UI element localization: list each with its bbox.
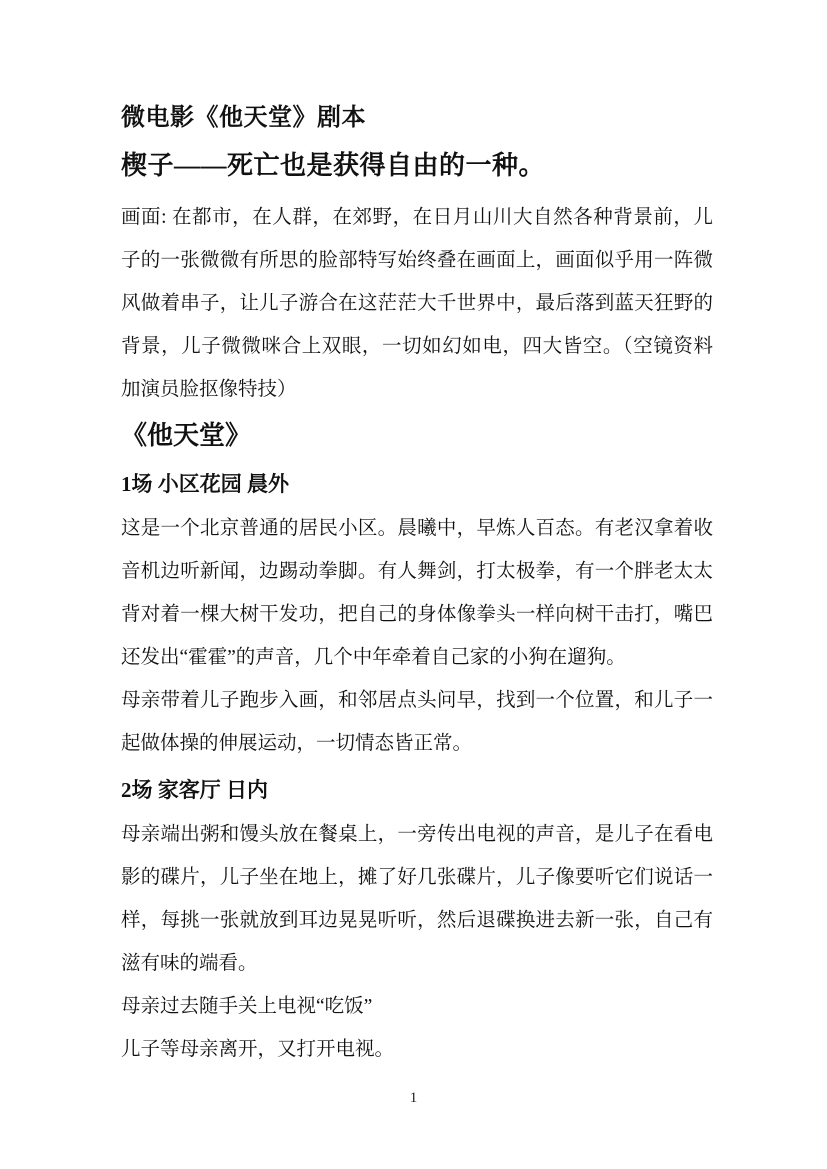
scene-2-heading: 2场 家客厅 日内 [121,778,268,802]
doc-body [121,96,713,1071]
paragraph-line: 起做体操的伸展运动，一切情态皆正常。 [121,733,473,754]
paragraph-line: 风做着串子，让儿子游合在这茫茫大千世界中，最后落到蓝天狂野的 [121,293,713,314]
paragraph-line: 加演员脸抠像特技） [121,379,297,400]
paragraph-line: 还发出“霍霍”的声音，几个中年牵着自己家的小狗在遛狗。 [121,647,626,668]
paragraph-line: 影的碟片，儿子坐在地上，摊了好几张碟片，儿子像要听它们说话一 [121,867,713,888]
paragraph-line: 儿子等母亲离开，又打开电视。 [121,1039,395,1060]
scene-2-action-1 [121,985,713,1028]
scene-1-description [121,507,713,679]
paragraph-line: 背对着一棵大树干发功，把自己的身体像拳头一样向树干击打，嘴巴 [121,604,713,625]
paragraph-line: 样，每挑一张就放到耳边晃晃听听，然后退碟换进去新一张，自己有 [121,910,713,931]
paragraph-line: 这是一个北京普通的居民小区。晨曦中，早炼人百态。有老汉拿着收 [121,518,713,539]
doc-title: 微电影《他天堂》剧本 [121,105,366,131]
paragraph-line: 背景，儿子微微咪合上双眼，一切如幻如电，四大皆空。（空镜资料 [121,336,713,357]
film-title-heading: 《他天堂》 [121,421,252,450]
scene-2-action-2 [121,1028,713,1071]
opening-description [121,196,713,411]
paragraph-line: 音机边听新闻，边踢动拳脚。有人舞剑，打太极拳，有一个胖老太太 [121,561,713,582]
paragraph-line: 子的一张微微有所思的脸部特写始终叠在画面上，画面似乎用一阵微 [121,250,713,271]
doc-subtitle: 楔子——死亡也是获得自由的一种。 [121,151,546,180]
scene-1-heading: 1场 小区花园 晨外 [121,472,289,496]
scene-2-description [121,813,713,985]
paragraph-line: 画面: 在都市，在人群，在郊野，在日月山川大自然各种背景前，儿 [121,207,713,228]
paragraph-line: 母亲过去随手关上电视“吃饭” [121,996,373,1017]
paragraph-line: 母亲端出粥和馒头放在餐桌上，一旁传出电视的声音，是儿子在看电 [121,824,713,845]
scene-1-action [121,679,713,765]
doc-blocks [121,196,713,1071]
paragraph-line: 滋有味的端看。 [121,953,258,974]
page-number: 1 [409,1090,418,1106]
paragraph-line: 母亲带着儿子跑步入画，和邻居点头问早，找到一个位置，和儿子一 [121,690,713,711]
